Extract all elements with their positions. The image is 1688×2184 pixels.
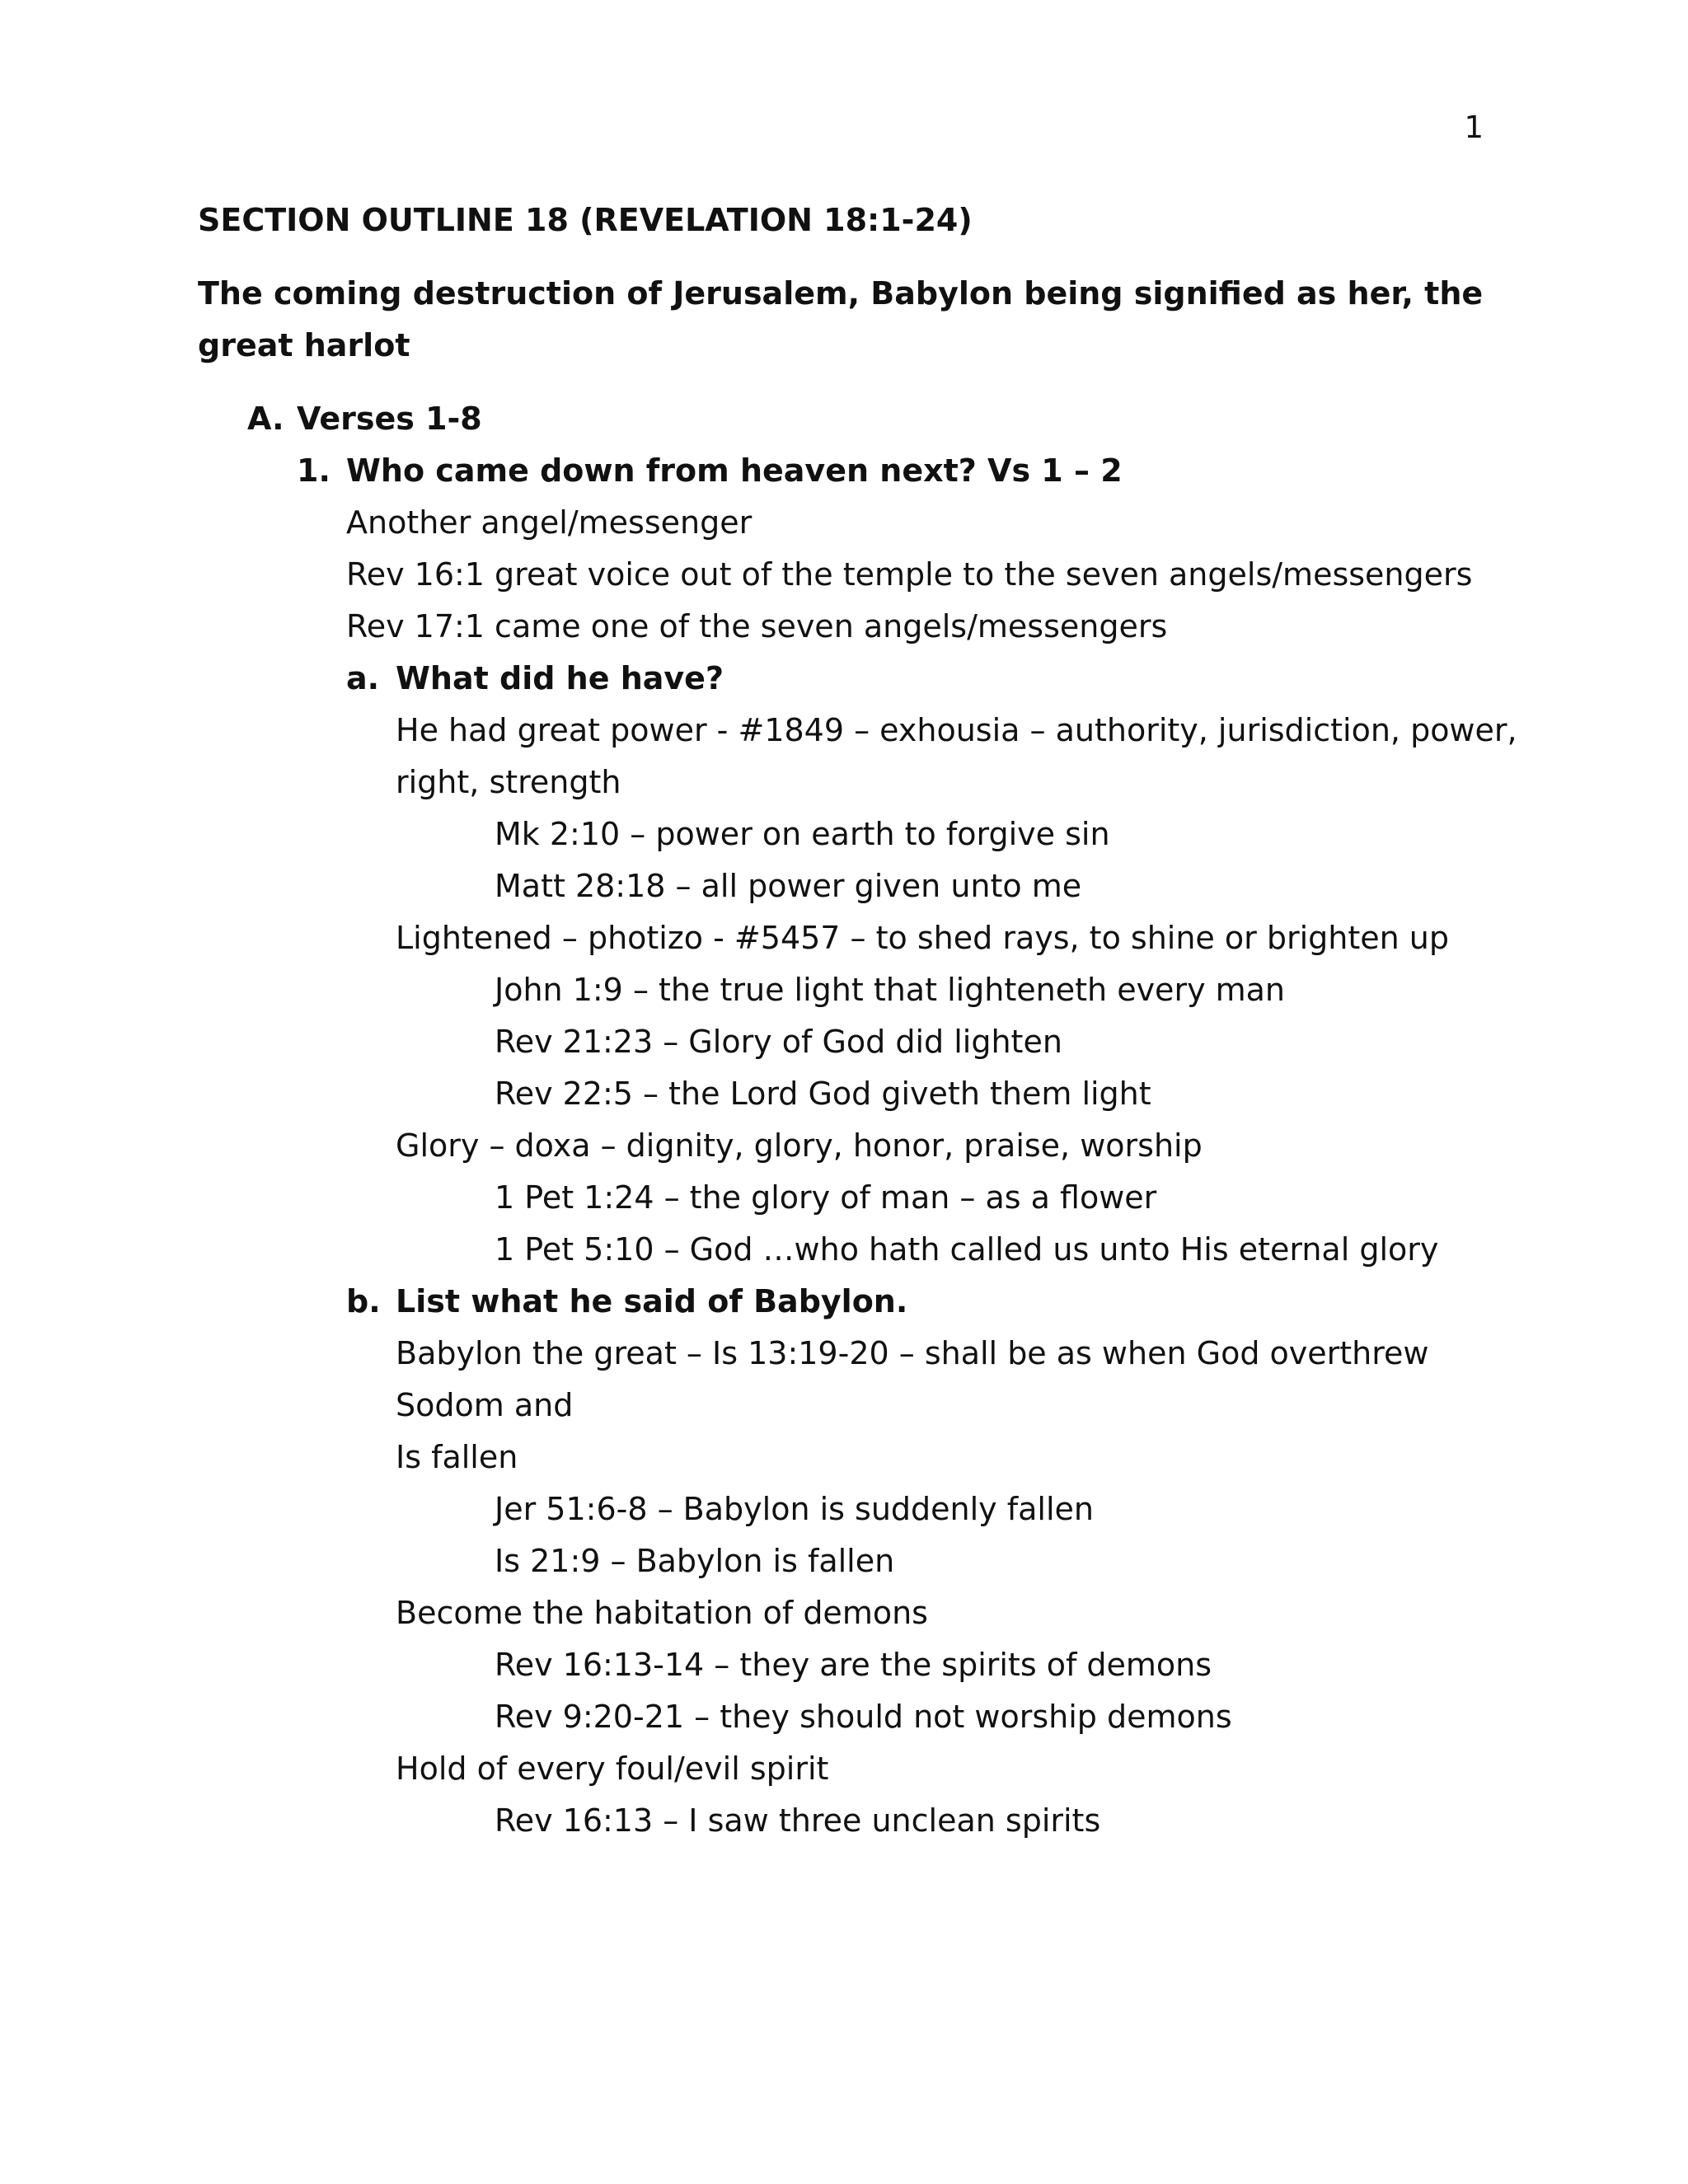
q1-line-1: Another angel/messenger [346, 504, 753, 541]
spirit-line: Hold of every foul/evil spirit [396, 1750, 829, 1787]
fallen-ref-1: Jer 51:6-8 – Babylon is suddenly fallen [495, 1491, 1094, 1527]
power-ref-2: Matt 28:18 – all power given unto me [495, 868, 1082, 904]
section-a-title: Verses 1-8 [297, 401, 482, 437]
lightened-ref-2: Rev 21:23 – Glory of God did lighten [495, 1024, 1062, 1060]
glory-line: Glory – doxa – dignity, glory, honor, praise, worship [396, 1127, 1203, 1164]
question-b-marker: b. [346, 1283, 381, 1319]
section-a-marker: A. [247, 401, 284, 437]
fallen-ref-2: Is 21:9 – Babylon is fallen [495, 1543, 895, 1579]
subtitle-line-2: great harlot [198, 327, 410, 363]
lightened-ref-1: John 1:9 – the true light that lighteneth every man [495, 972, 1286, 1008]
glory-ref-2: 1 Pet 5:10 – God …who hath called us unto His eternal glory [495, 1231, 1439, 1268]
babylon-line-1: Babylon the great – Is 13:19-20 – shall be as when God overthrew [396, 1335, 1429, 1371]
power-ref-1: Mk 2:10 – power on earth to forgive sin [495, 816, 1110, 852]
power-line-2: right, strength [396, 764, 621, 800]
lightened-line: Lightened – photizo - #5457 – to shed rays, to shine or brighten up [396, 920, 1449, 956]
question-1-heading [297, 445, 1123, 496]
q1-line-3: Rev 17:1 came one of the seven angels/messengers [346, 608, 1168, 644]
babylon-line-2: Sodom and [396, 1387, 574, 1423]
lightened-ref-3: Rev 22:5 – the Lord God giveth them light [495, 1076, 1151, 1112]
question-a-title: What did he have? [396, 660, 724, 696]
question-1-marker: 1. [297, 452, 331, 489]
question-a-marker: a. [346, 660, 380, 696]
page-number: 1 [1464, 110, 1484, 145]
demons-line: Become the habitation of demons [396, 1595, 928, 1631]
question-1-title: Who came down from heaven next? Vs 1 – 2 [346, 452, 1123, 489]
subtitle-line-1: The coming destruction of Jerusalem, Babylon being signified as her, the [198, 275, 1484, 312]
glory-ref-1: 1 Pet 1:24 – the glory of man – as a flower [495, 1179, 1157, 1216]
question-a-heading [346, 653, 724, 704]
question-b-heading [346, 1276, 907, 1327]
spirit-ref-1: Rev 16:13 – I saw three unclean spirits [495, 1802, 1101, 1839]
q1-line-2: Rev 16:1 great voice out of the temple to the seven angels/messengers [346, 556, 1473, 593]
section-a-heading [247, 393, 482, 444]
demons-ref-1: Rev 16:13-14 – they are the spirits of demons [495, 1647, 1212, 1683]
demons-ref-2: Rev 9:20-21 – they should not worship demons [495, 1699, 1232, 1735]
question-b-title: List what he said of Babylon. [396, 1283, 908, 1319]
fallen-line: Is fallen [396, 1439, 518, 1475]
power-line-1: He had great power - #1849 – exhousia – authority, jurisdiction, power, [396, 712, 1517, 748]
document-title: SECTION OUTLINE 18 (REVELATION 18:1-24) [198, 202, 973, 238]
